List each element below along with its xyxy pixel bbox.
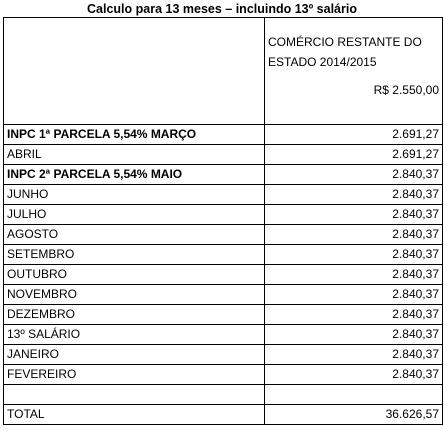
row-value: 2.691,27: [265, 125, 443, 145]
row-label: AGOSTO: [4, 225, 265, 245]
row-label: JANEIRO: [4, 345, 265, 365]
empty-cell: [265, 385, 443, 405]
table-row: [4, 225, 443, 245]
row-label: 13º SALÁRIO: [4, 325, 265, 345]
row-value: 2.840,37: [265, 165, 443, 185]
row-value: 2.840,37: [265, 285, 443, 305]
row-value: 2.840,37: [265, 345, 443, 365]
table-row: [4, 185, 443, 205]
row-label: SETEMBRO: [4, 245, 265, 265]
table-row: [4, 165, 443, 185]
row-value: 2.840,37: [265, 265, 443, 285]
empty-row: [4, 385, 443, 405]
table-row: [4, 345, 443, 365]
header-empty-cell: [4, 18, 265, 125]
column-title-line1: COMÉRCIO RESTANTE DO: [268, 35, 422, 49]
row-label: JUNHO: [4, 185, 265, 205]
row-label: NOVEMBRO: [4, 285, 265, 305]
row-value: 2.691,27: [265, 145, 443, 165]
row-value: 2.840,37: [265, 245, 443, 265]
table-row: [4, 205, 443, 225]
table-row: [4, 145, 443, 165]
total-value: 36.626,57: [265, 405, 443, 425]
empty-cell: [4, 385, 265, 405]
page-title: Calculo para 13 meses – incluindo 13º salário: [87, 2, 357, 16]
table-row: [4, 285, 443, 305]
row-value: 2.840,37: [265, 185, 443, 205]
row-label: ABRIL: [4, 145, 265, 165]
header-cell: [265, 18, 443, 125]
row-label: JULHO: [4, 205, 265, 225]
table-row: [4, 365, 443, 385]
row-label: INPC 1ª PARCELA 5,54% MARÇO: [4, 125, 265, 145]
table-row: [4, 265, 443, 285]
row-value: 2.840,37: [265, 305, 443, 325]
total-label: TOTAL: [4, 405, 265, 425]
table-row: [4, 245, 443, 265]
salary-table: [3, 17, 443, 425]
table-row: [4, 305, 443, 325]
row-label: OUTUBRO: [4, 265, 265, 285]
row-label: INPC 2ª PARCELA 5,54% MAIO: [4, 165, 265, 185]
total-row: [4, 405, 443, 425]
row-value: 2.840,37: [265, 225, 443, 245]
table-row: [4, 125, 443, 145]
row-value: 2.840,37: [265, 365, 443, 385]
table-row: [4, 325, 443, 345]
row-label: FEVEREIRO: [4, 365, 265, 385]
table-header-row: [4, 18, 443, 125]
row-value: 2.840,37: [265, 325, 443, 345]
base-value: R$ 2.550,00: [373, 83, 439, 97]
row-label: DEZEMBRO: [4, 305, 265, 325]
column-title-line2: ESTADO 2014/2015: [268, 55, 377, 69]
row-value: 2.840,37: [265, 205, 443, 225]
